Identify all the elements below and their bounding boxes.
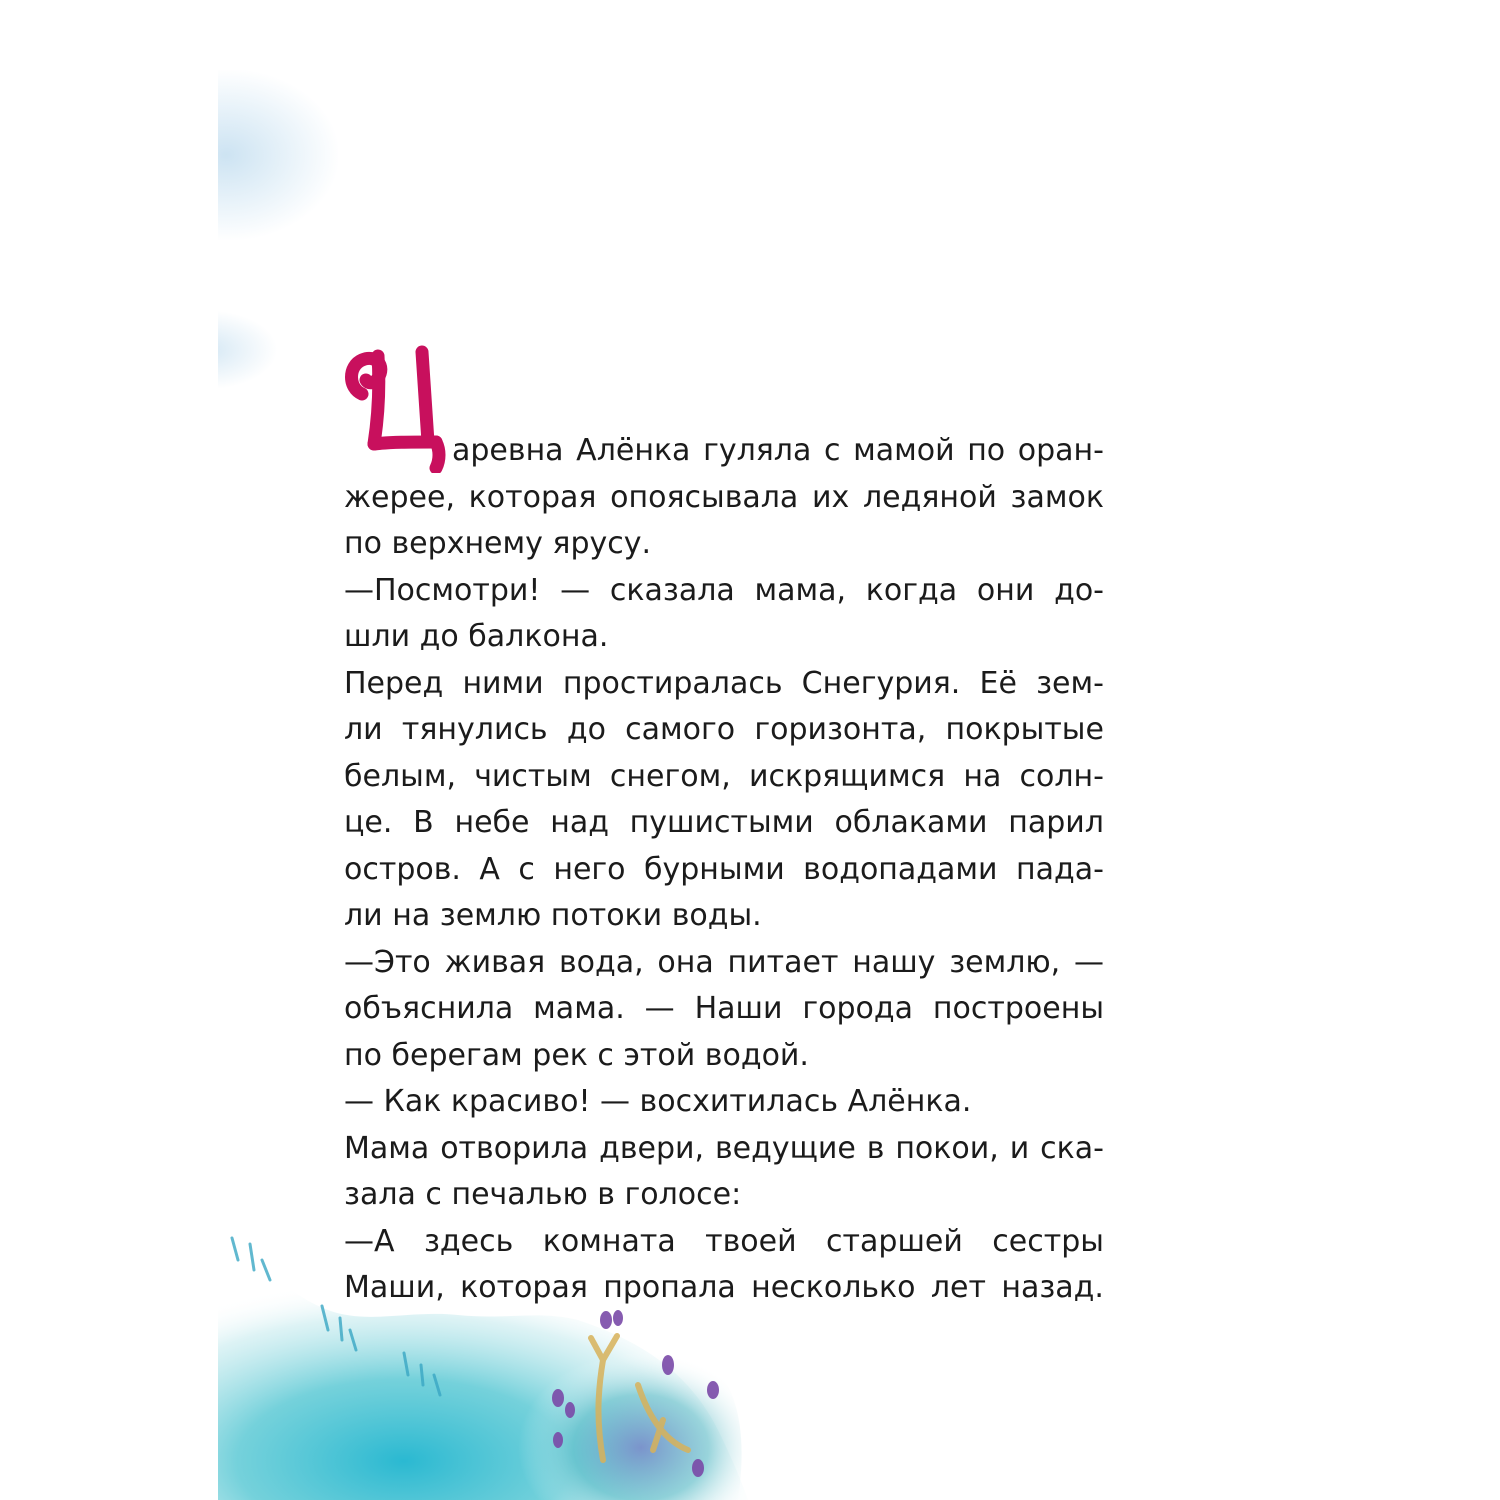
word: Перед <box>344 665 444 701</box>
word: старшей <box>826 1223 963 1259</box>
text-line <box>344 1079 1104 1126</box>
word: Маши, <box>344 1270 445 1305</box>
word: по берегам рек с этой водой. <box>344 1037 809 1073</box>
word: мама, <box>754 572 847 608</box>
word: водопадами <box>803 851 998 887</box>
word: над <box>550 805 609 840</box>
word: комната <box>542 1223 676 1259</box>
word: зем- <box>1036 665 1104 701</box>
text-line <box>344 428 1104 475</box>
word: на <box>963 758 1002 794</box>
word: остров. <box>344 851 461 887</box>
word: замок <box>1010 479 1104 515</box>
word: когда <box>865 572 958 608</box>
word: —Посмотри! <box>344 572 541 608</box>
word: оран- <box>1017 433 1104 468</box>
word: снегом, <box>609 758 731 794</box>
word: покои, <box>895 1130 999 1166</box>
word: ними <box>462 665 544 701</box>
word: горизонта, <box>754 712 927 747</box>
word: ска- <box>1040 1130 1104 1166</box>
word: це. <box>344 805 393 840</box>
word: до <box>566 712 606 747</box>
word: —А <box>344 1223 395 1259</box>
word: по верхнему ярусу. <box>344 526 652 561</box>
text-line <box>344 614 1104 661</box>
text-line <box>344 661 1104 708</box>
text-line <box>344 986 1104 1033</box>
word: Мама <box>344 1130 430 1166</box>
word: искрящимся <box>748 758 946 794</box>
word: — Как красиво! — восхитилась Алёнка. <box>344 1084 972 1119</box>
word: и <box>1009 1130 1030 1166</box>
word: их <box>812 479 850 515</box>
word: парил <box>1008 805 1104 840</box>
word: здесь <box>423 1223 514 1259</box>
word: твоей <box>705 1223 797 1259</box>
word: Алёнка <box>576 433 691 468</box>
text-line <box>344 707 1104 754</box>
word: которая <box>468 479 597 515</box>
word: белым, <box>344 758 456 794</box>
text-line <box>344 893 1104 940</box>
story-text <box>344 428 1104 1312</box>
word: землю, <box>949 944 1061 980</box>
word: пушистыми <box>629 805 814 840</box>
word: тянулись <box>401 712 548 747</box>
word: облаками <box>834 805 988 840</box>
word: вода, <box>558 944 644 980</box>
word: построены <box>932 991 1104 1026</box>
word: ли <box>344 712 383 747</box>
word: опоясывала <box>610 479 799 515</box>
word: жерее, <box>344 479 455 515</box>
word: мамой <box>853 433 955 468</box>
word: отворила <box>440 1130 589 1166</box>
word: с <box>823 433 841 468</box>
word: лет <box>930 1270 986 1305</box>
word: Её <box>979 665 1017 701</box>
text-line <box>344 754 1104 801</box>
word: чистым <box>474 758 592 794</box>
word: Снегурия. <box>801 665 961 701</box>
word: которая <box>460 1270 588 1305</box>
text-line <box>344 1219 1104 1266</box>
text-line <box>344 475 1104 522</box>
text-line <box>344 847 1104 894</box>
word: гуляла <box>703 433 812 468</box>
word: мама. <box>533 991 625 1026</box>
word: небе <box>454 805 530 840</box>
text-line <box>344 940 1104 987</box>
word: него <box>553 851 626 887</box>
word: ведущие <box>714 1130 856 1166</box>
word: они <box>976 572 1035 608</box>
word: назад. <box>1001 1270 1104 1305</box>
text-line <box>344 800 1104 847</box>
text-line <box>344 1126 1104 1173</box>
word: ли на землю потоки воды. <box>344 898 762 933</box>
word: покрытые <box>945 712 1104 747</box>
word: солн- <box>1019 758 1104 794</box>
word: — <box>560 572 591 608</box>
word: аревна <box>452 433 564 468</box>
word: простиралась <box>562 665 783 701</box>
word: А <box>479 851 500 887</box>
word: зала с печалью в голосе: <box>344 1177 742 1212</box>
watercolor-wash-middle <box>218 310 278 390</box>
word: В <box>413 805 434 840</box>
word: сказала <box>609 572 735 608</box>
word: нашу <box>852 944 936 980</box>
word: бурными <box>643 851 785 887</box>
word: ледяной <box>862 479 997 515</box>
word: двери, <box>599 1130 705 1166</box>
word: пада- <box>1016 851 1104 887</box>
word: самого <box>625 712 736 747</box>
text-line <box>344 568 1104 615</box>
word: шли до балкона. <box>344 619 609 654</box>
word: она <box>657 944 714 980</box>
word: Наши <box>694 991 783 1026</box>
word: питает <box>727 944 839 980</box>
word: в <box>866 1130 885 1166</box>
word: объяснила <box>344 991 514 1026</box>
word: —Это <box>344 944 431 980</box>
watercolor-wash-top <box>218 70 338 240</box>
word: — <box>644 991 675 1026</box>
word: сестры <box>992 1223 1104 1259</box>
word: несколько <box>751 1270 916 1305</box>
text-line <box>344 1172 1104 1219</box>
text-line <box>344 1033 1104 1080</box>
word: живая <box>444 944 546 980</box>
text-line <box>344 521 1104 568</box>
word: пропала <box>603 1270 736 1305</box>
word: по <box>967 433 1006 468</box>
word: — <box>1073 944 1104 980</box>
word: до- <box>1054 572 1104 608</box>
word: с <box>518 851 535 887</box>
word: города <box>802 991 913 1026</box>
text-line <box>344 1265 1104 1312</box>
